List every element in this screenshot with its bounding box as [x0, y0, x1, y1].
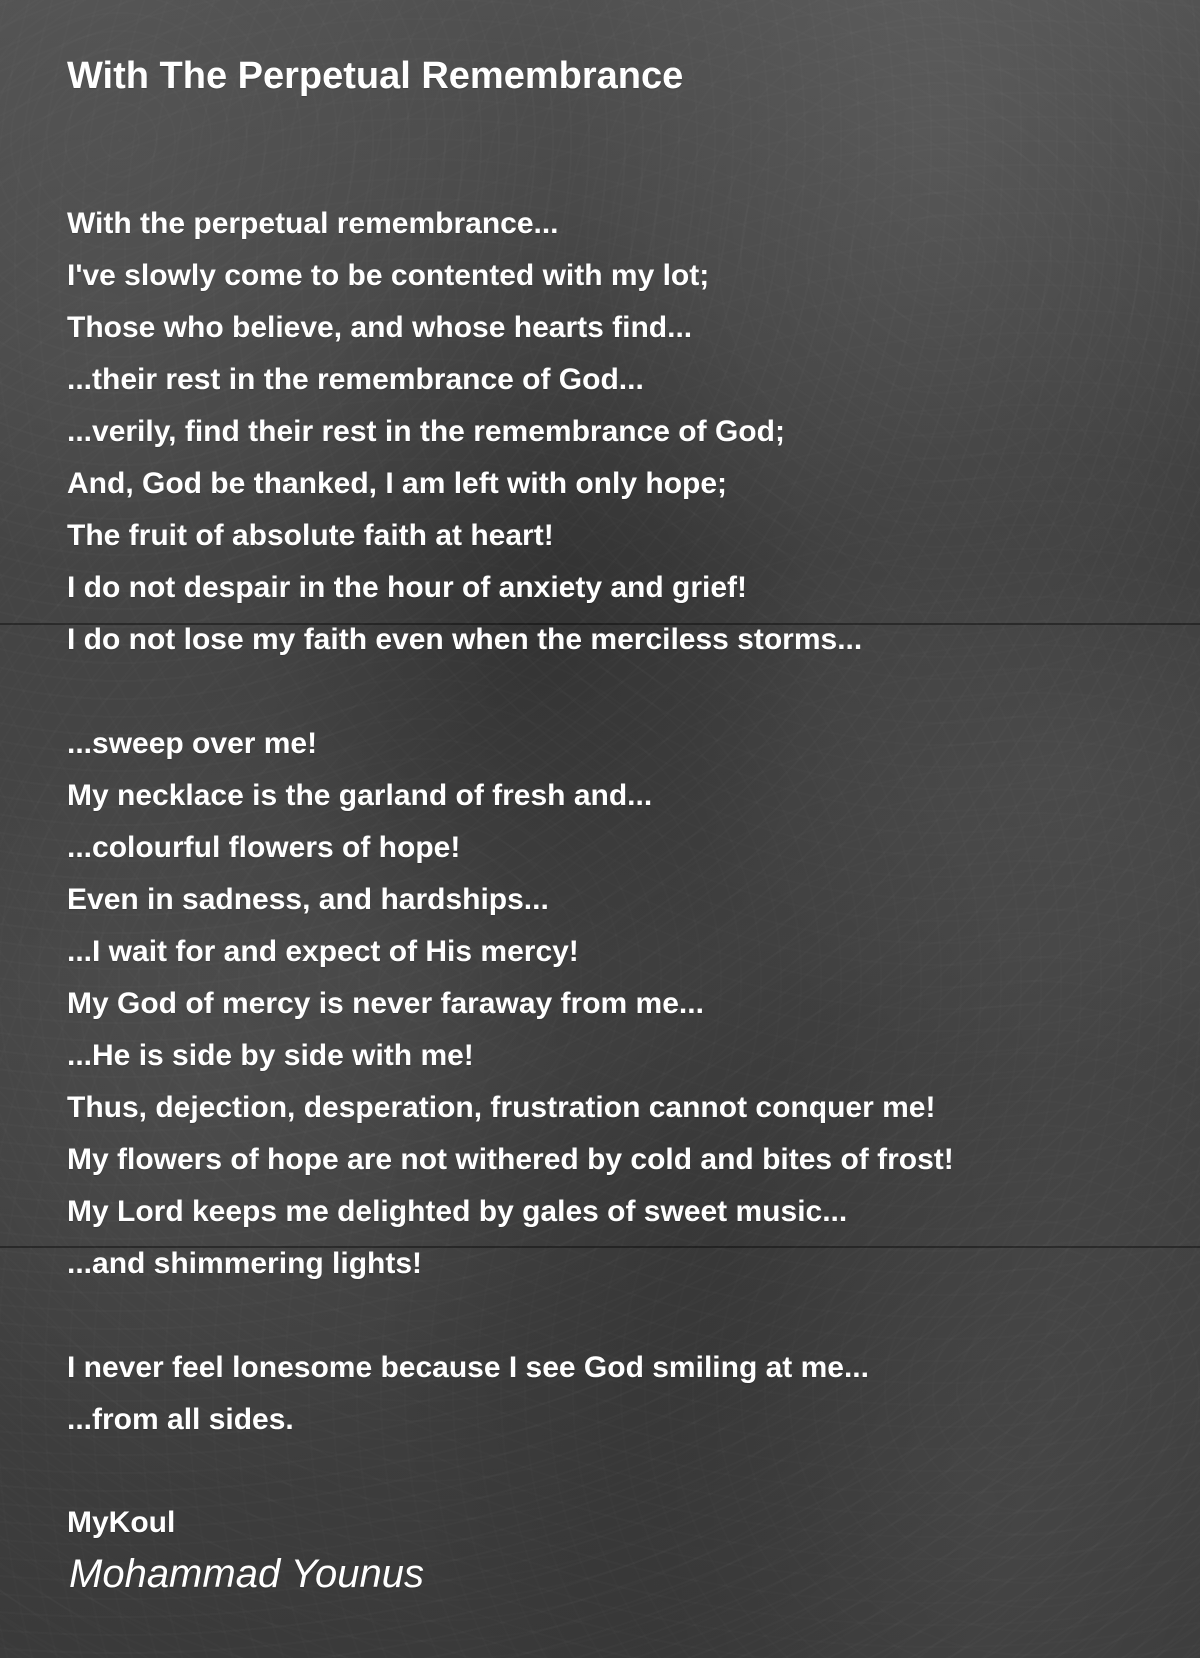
poem-line: ...verily, find their rest in the remembrance of God; — [67, 415, 785, 448]
poem-line: My necklace is the garland of fresh and... — [67, 779, 653, 812]
poem-line: With the perpetual remembrance... — [67, 207, 559, 240]
poem-line: My flowers of hope are not withered by cold and bites of frost! — [67, 1143, 954, 1176]
poem-stanza — [67, 718, 1127, 1290]
poem-line: ...colourful flowers of hope! — [67, 831, 461, 864]
poem-stanza — [67, 1342, 1127, 1446]
poem-line: My God of mercy is never faraway from me... — [67, 987, 704, 1020]
poem-line: ...from all sides. — [67, 1403, 294, 1436]
poem-line: ...their rest in the remembrance of God... — [67, 363, 644, 396]
poem-line: ...sweep over me! — [67, 727, 318, 760]
poem-line: I do not lose my faith even when the merciless storms... — [67, 623, 863, 656]
poem-line: The fruit of absolute faith at heart! — [67, 519, 554, 552]
poem-body — [67, 198, 1127, 1549]
poem-line: ...He is side by side with me! — [67, 1039, 474, 1072]
poem-content — [67, 50, 1127, 1596]
poem-line: Even in sadness, and hardships... — [67, 883, 549, 916]
poem-signature: MyKoul — [67, 1506, 176, 1539]
poem-line: My Lord keeps me delighted by gales of sweet music... — [67, 1195, 848, 1228]
poem-line: ...and shimmering lights! — [67, 1247, 423, 1280]
poem-line: I do not despair in the hour of anxiety and grief! — [67, 571, 748, 604]
poem-line: And, God be thanked, I am left with only hope; — [67, 467, 728, 500]
poem-line: I never feel lonesome because I see God smiling at me... — [67, 1351, 869, 1384]
poem-line: I've slowly come to be contented with my lot; — [67, 259, 710, 292]
poem-stanza — [67, 198, 1127, 666]
poem-line: ...I wait for and expect of His mercy! — [67, 935, 579, 968]
poem-line: Those who believe, and whose hearts find... — [67, 311, 693, 344]
poem-title: With The Perpetual Remembrance — [67, 55, 684, 97]
author-name: Mohammad Younus — [69, 1552, 425, 1596]
poem-line: Thus, dejection, desperation, frustration cannot conquer me! — [67, 1091, 936, 1124]
